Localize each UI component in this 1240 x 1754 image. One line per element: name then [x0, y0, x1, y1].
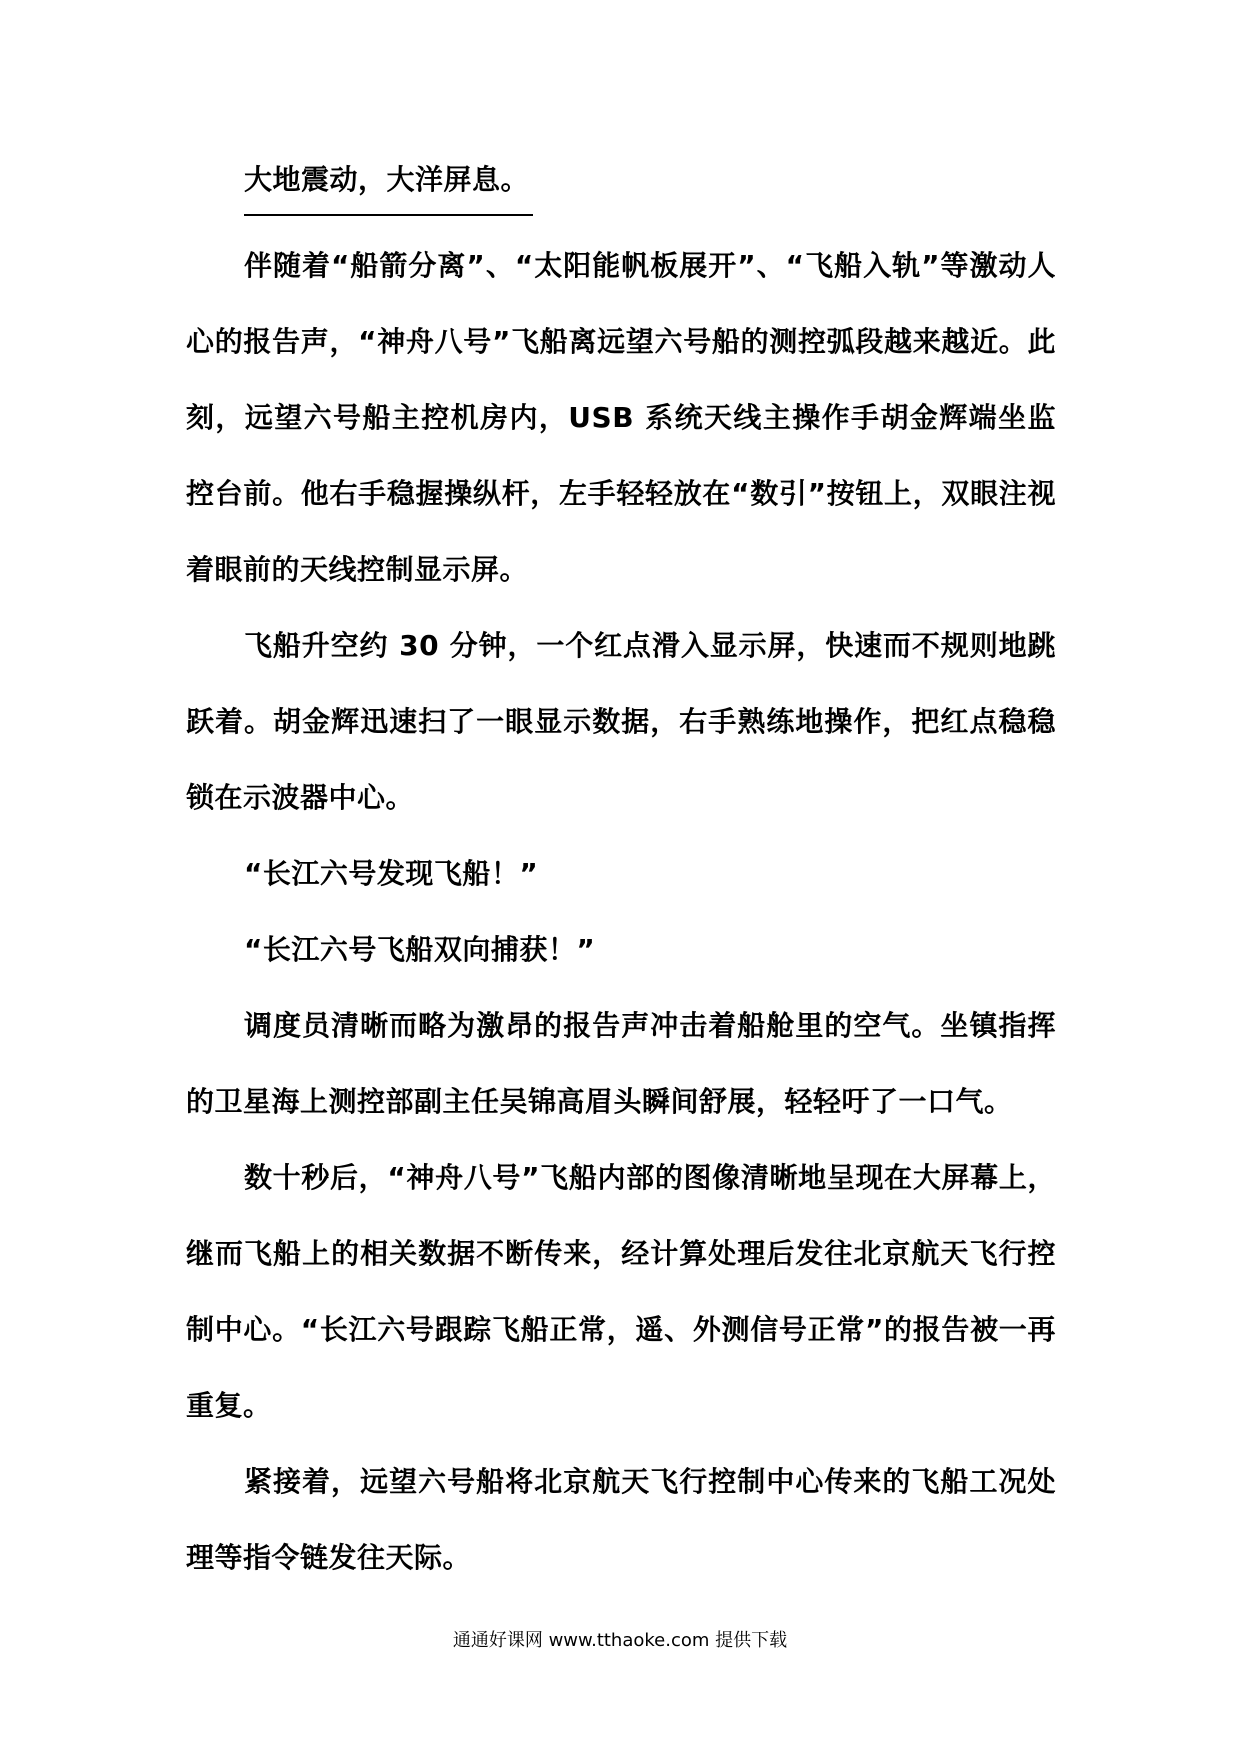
paragraph-6: 数十秒后，“神舟八号”飞船内部的图像清晰地呈现在大屏幕上，继而飞船上的相关数据不断传来，经计算处理后发往北京航天飞行控制中心。“长江六号跟踪飞船正常，遥、外测信号正常”的报告被一再重复。: [186, 1161, 1056, 1422]
article-body: [186, 150, 1056, 1596]
page-footer: 通通好课网 www.tthaoke.com 提供下载: [452, 1630, 788, 1651]
heading-paragraph: [186, 150, 1056, 216]
paragraph-4-quote: “长江六号飞船双向捕获！”: [244, 933, 596, 966]
underlined-heading: 大地震动，大洋屏息。: [244, 150, 533, 216]
paragraph-7: 紧接着，远望六号船将北京航天飞行控制中心传来的飞船工况处理等指令链发往天际。: [186, 1465, 1056, 1574]
paragraph-2: 飞船升空约 30 分钟，一个红点滑入显示屏，快速而不规则地跳跃着。胡金辉迅速扫了一眼显示数据，右手熟练地操作，把红点稳稳锁在示波器中心。: [186, 629, 1056, 814]
paragraph-3-quote: “长江六号发现飞船！”: [244, 857, 539, 890]
paragraph-1: 伴随着“船箭分离”、“太阳能帆板展开”、“飞船入轨”等激动人心的报告声，“神舟八号”飞船离远望六号船的测控弧段越来越近。此刻，远望六号船主控机房内，USB 系统天线主操作手胡金辉端坐监控台前。他右手稳握操纵杆，左手轻轻放在“数引”按钮上，双眼注视着眼前的天线控制显示屏。: [186, 249, 1056, 586]
paragraph-5: 调度员清晰而略为激昂的报告声冲击着船舱里的空气。坐镇指挥的卫星海上测控部副主任吴锦高眉头瞬间舒展，轻轻吁了一口气。: [186, 1009, 1056, 1118]
